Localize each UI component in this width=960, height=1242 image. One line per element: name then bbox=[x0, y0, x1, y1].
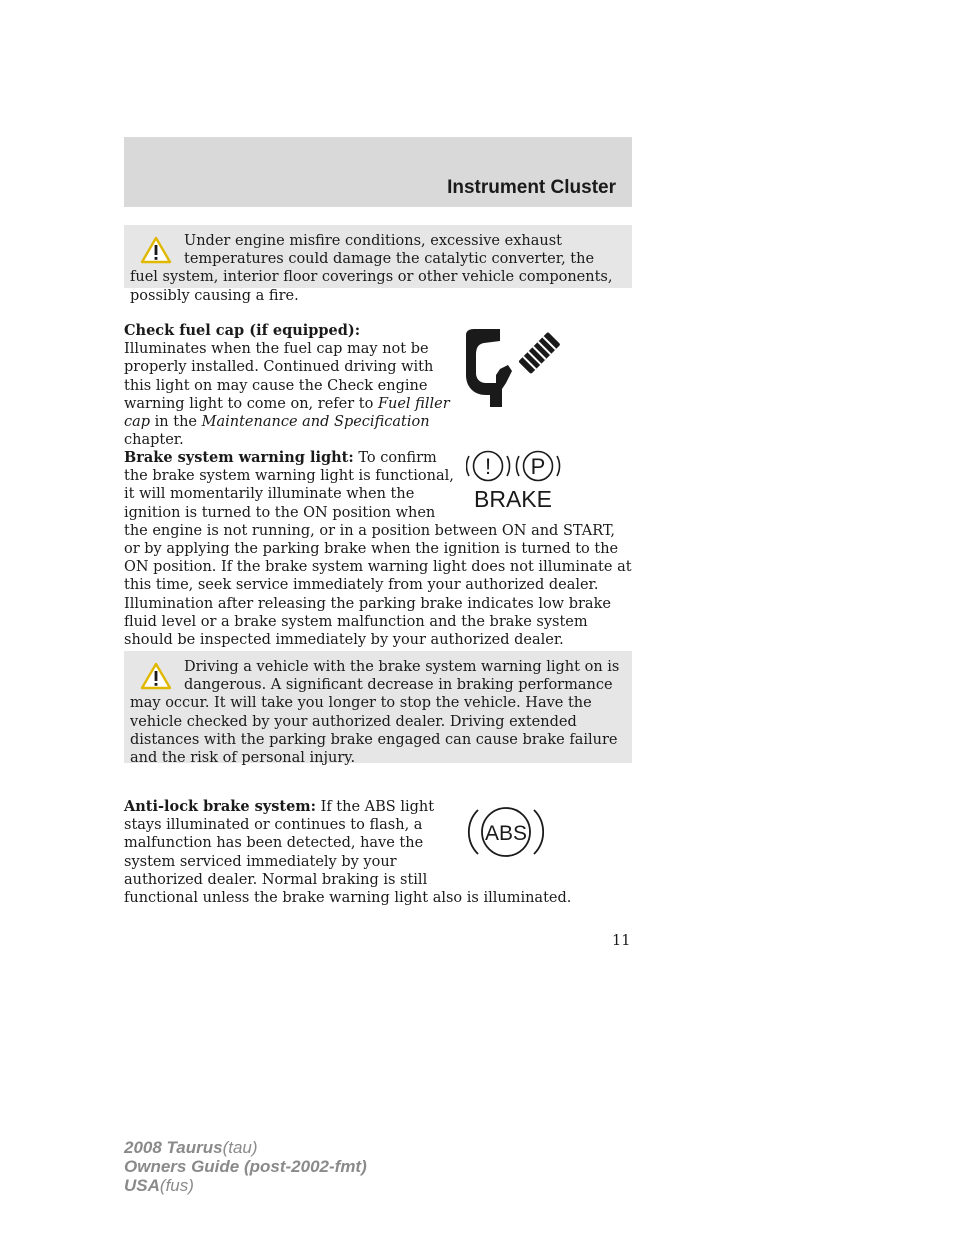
warning-triangle-icon bbox=[140, 236, 176, 266]
fuel-cap-text-3: chapter. bbox=[124, 432, 184, 449]
footer-model: 2008 Taurus bbox=[124, 1138, 223, 1157]
misfire-warning-box bbox=[124, 225, 632, 304]
footer-market-code: (fus) bbox=[159, 1176, 194, 1195]
abs-text: If the ABS light stays illuminated or continues to flash, a malfunction has been detected, have the system serviced immediately by your authorized dealer. Normal braking is still functional unless the brake warning light also is illuminated. bbox=[124, 799, 572, 907]
fuel-cap-heading: Check fuel cap (if equipped): bbox=[124, 322, 361, 339]
fuel-cap-text-2: in the bbox=[150, 414, 202, 431]
brake-warning-text: Driving a vehicle with the brake system warning light on is dangerous. A significant decrease in braking performance may occur. It will take you longer to stop the vehicle. Have the vehicle checked by your authorized dealer. Driving extended distances with the parking brake engaged can cause brake failure and the risk of personal injury. bbox=[130, 659, 620, 767]
brake-system-heading: Brake system warning light: bbox=[124, 449, 354, 466]
section-header bbox=[124, 137, 632, 207]
footer bbox=[124, 1138, 367, 1195]
brake-icon-exclaim: ! bbox=[484, 454, 492, 479]
fuel-filler-cap-ref: Fuel filler cap bbox=[124, 395, 450, 431]
footer-model-code: (tau) bbox=[222, 1138, 258, 1157]
footer-market: USA bbox=[124, 1176, 160, 1195]
abs-paragraph bbox=[124, 798, 632, 907]
misfire-warning-text: Under engine misfire conditions, excessive exhaust temperatures could damage the catalytic converter, the fuel system, interior floor coverings or other vehicle components, possibly causing a fire. bbox=[130, 233, 613, 304]
brake-icon-p: P bbox=[530, 454, 546, 479]
fuel-cap-text-1: Illuminates when the fuel cap may not be properly installed. Continued driving with this light on may cause the Check engine warning light to come on, refer to bbox=[124, 341, 434, 412]
brake-icon-label: BRAKE bbox=[474, 486, 552, 511]
fuel-cap-paragraph bbox=[124, 322, 454, 449]
abs-icon-label: ABS bbox=[484, 822, 528, 845]
footer-guide: Owners Guide (post-2002-fmt) bbox=[124, 1157, 367, 1176]
maintenance-chapter-ref: Maintenance and Specification bbox=[201, 414, 430, 431]
page-number: 11 bbox=[612, 933, 631, 949]
brake-warning-box bbox=[124, 651, 632, 767]
fuel-cap-icon bbox=[462, 323, 566, 413]
section-title: Instrument Cluster bbox=[447, 177, 616, 198]
warning-triangle-icon bbox=[140, 662, 176, 692]
brake-system-paragraph bbox=[124, 449, 632, 649]
abs-heading: Anti-lock brake system: bbox=[124, 798, 316, 815]
brake-system-text: To confirm the brake system warning light is functional, it will momentarily illuminate when the ignition is turned to the ON position when the engine is not running, or in a position between ON and START, or by applying the parking brake when the ignition is turned to the ON position. If the brake system warning light does not illuminate at this time, seek service immediately from your authorized dealer. Illumination after releasing the parking brake indicates low brake fluid level or a brake system malfunction and the brake system should be inspected immediately by your authorized dealer. bbox=[124, 450, 632, 649]
